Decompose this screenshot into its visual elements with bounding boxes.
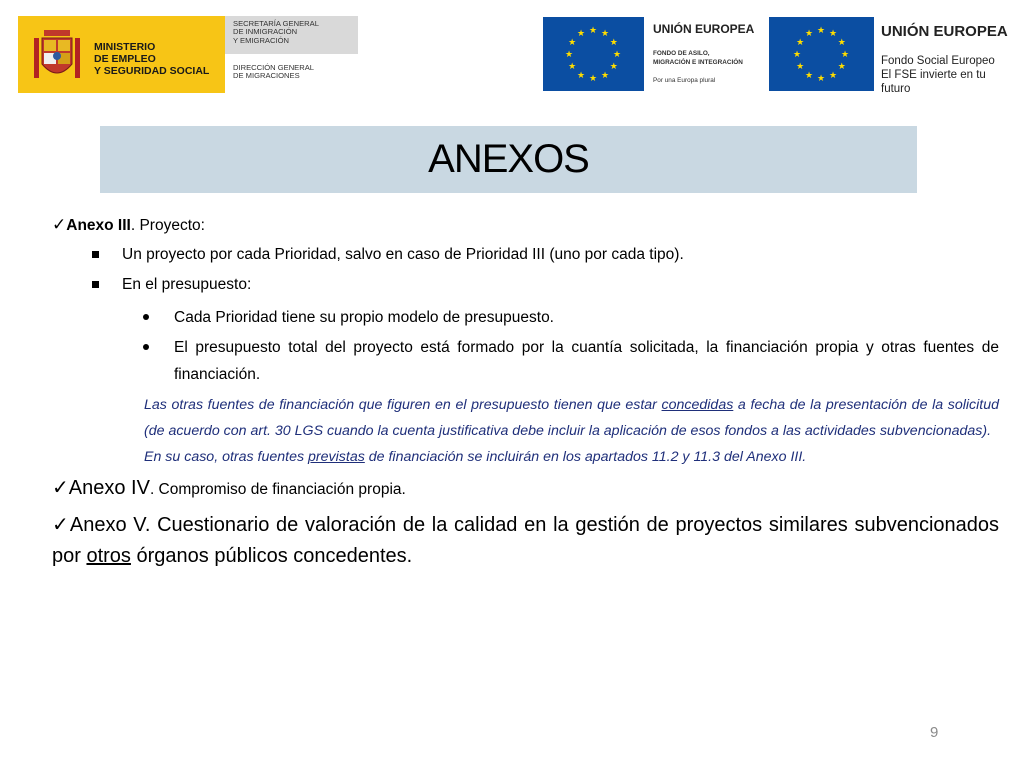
slide-content — [52, 214, 999, 572]
eu-star-icon: ★ — [588, 25, 598, 35]
square-bullet-icon — [92, 281, 99, 288]
round-bullet-icon — [143, 344, 149, 350]
eu-star-icon: ★ — [804, 69, 814, 80]
underlined-otros: otros — [86, 545, 131, 567]
anexo3-heading — [52, 214, 999, 244]
eu1-title: UNIÓN EUROPEA — [653, 22, 755, 36]
eu-star-icon: ★ — [576, 28, 586, 39]
eu2-subtitle: Fondo Social Europeo El FSE invierte en tu futuro — [881, 55, 995, 95]
eu-flag-icon — [769, 17, 874, 91]
eu-star-icon: ★ — [609, 61, 618, 71]
eu-star-icon: ★ — [576, 69, 586, 80]
title-bar — [100, 126, 917, 193]
anexo5-label: Anexo V — [69, 514, 145, 536]
eu-star-icon: ★ — [588, 73, 598, 83]
checkmark-icon: ✓ — [52, 215, 67, 235]
direccion-name: DIRECCIÓN GENERAL DE MIGRACIONES — [233, 63, 315, 81]
eu-fse-logo — [769, 17, 1013, 95]
anexo3-text: . Proyecto: — [130, 217, 205, 234]
eu-star-icon: ★ — [600, 28, 610, 39]
eu-star-icon: ★ — [796, 37, 805, 47]
eu-star-icon: ★ — [796, 61, 805, 71]
eu-star-icon: ★ — [828, 28, 838, 39]
note-paragraph: En su caso, otras fuentes previstas de financiación se incluirán en los apartados 11.2 y 11.3 del Anexo III. — [144, 449, 807, 465]
ministerio-logo — [18, 16, 225, 93]
round-bullet-icon — [143, 314, 149, 320]
note-paragraph: Las otras fuentes de financiación que figuren en el presupuesto tienen que estar concedidas a fecha de la presentación de la solicitud (de acuerdo con art. 30 LGS cuando la cuenta justificativa debe incluir la aplicación de esos fondos a las actividades subvencionadas). — [144, 397, 999, 439]
anexo4-label: Anexo IV — [68, 477, 150, 499]
eu-star-icon: ★ — [804, 28, 814, 39]
eu-star-icon: ★ — [837, 61, 846, 71]
secretaria-name: SECRETARÍA GENERAL DE INMIGRACIÓN Y EMIGRACIÓN — [233, 19, 319, 45]
eu-star-icon: ★ — [568, 37, 577, 47]
anexo5-paragraph: ✓Anexo V. Cuestionario de valoración de la calidad en la gestión de proyectos similares subvencionados por otros órganos públicos concedentes. — [52, 512, 1000, 567]
eu-star-icon: ★ — [840, 49, 850, 59]
eu2-title: UNIÓN EUROPEA — [881, 23, 1008, 40]
eu-star-icon: ★ — [568, 61, 577, 71]
list-item: En el presupuesto: — [52, 274, 999, 304]
eu-fami-logo — [543, 17, 765, 91]
anexo4-text: . Compromiso de financiación propia. — [149, 481, 406, 498]
eu-star-icon: ★ — [816, 73, 826, 83]
underlined-previstas: previstas — [308, 449, 365, 465]
eu1-subtitle: FONDO DE ASILO, MIGRACIÓN E INTEGRACIÓN — [653, 50, 743, 66]
eu1-tagline: Por una Europa plural — [653, 77, 716, 84]
sub-list-item: Cada Prioridad tiene su propio modelo de presupuesto. — [52, 304, 999, 334]
eu-star-icon: ★ — [792, 49, 802, 59]
page-number: 9 — [930, 724, 939, 741]
eu-star-icon: ★ — [837, 37, 846, 47]
eu-star-icon: ★ — [600, 69, 610, 80]
list-item: Un proyecto por cada Prioridad, salvo en caso de Prioridad III (uno por cada tipo). — [52, 244, 999, 274]
anexo3-label: Anexo III — [66, 217, 131, 234]
eu-star-icon: ★ — [816, 25, 826, 35]
sub-list-item: El presupuesto total del proyecto está formado por la cuantía solicitada, la financiación propia y otras fuentes de financiación. — [52, 334, 999, 388]
square-bullet-icon — [92, 251, 99, 258]
eu-star-icon: ★ — [828, 69, 838, 80]
ministerio-name: MINISTERIO DE EMPLEO Y SEGURIDAD SOCIAL — [94, 41, 210, 77]
slide-title: ANEXOS — [428, 137, 589, 181]
underlined-concedidas: concedidas — [661, 397, 734, 413]
eu-star-icon: ★ — [564, 49, 574, 59]
eu-flag-icon — [543, 17, 644, 91]
eu-star-icon: ★ — [612, 49, 622, 59]
eu-star-icon: ★ — [609, 37, 618, 47]
coat-of-arms-icon — [32, 24, 82, 86]
checkmark-icon: ✓ — [52, 475, 69, 499]
checkmark-icon: ✓ — [52, 512, 70, 536]
anexo4-heading — [52, 472, 999, 505]
secretaria-logo — [225, 16, 358, 93]
